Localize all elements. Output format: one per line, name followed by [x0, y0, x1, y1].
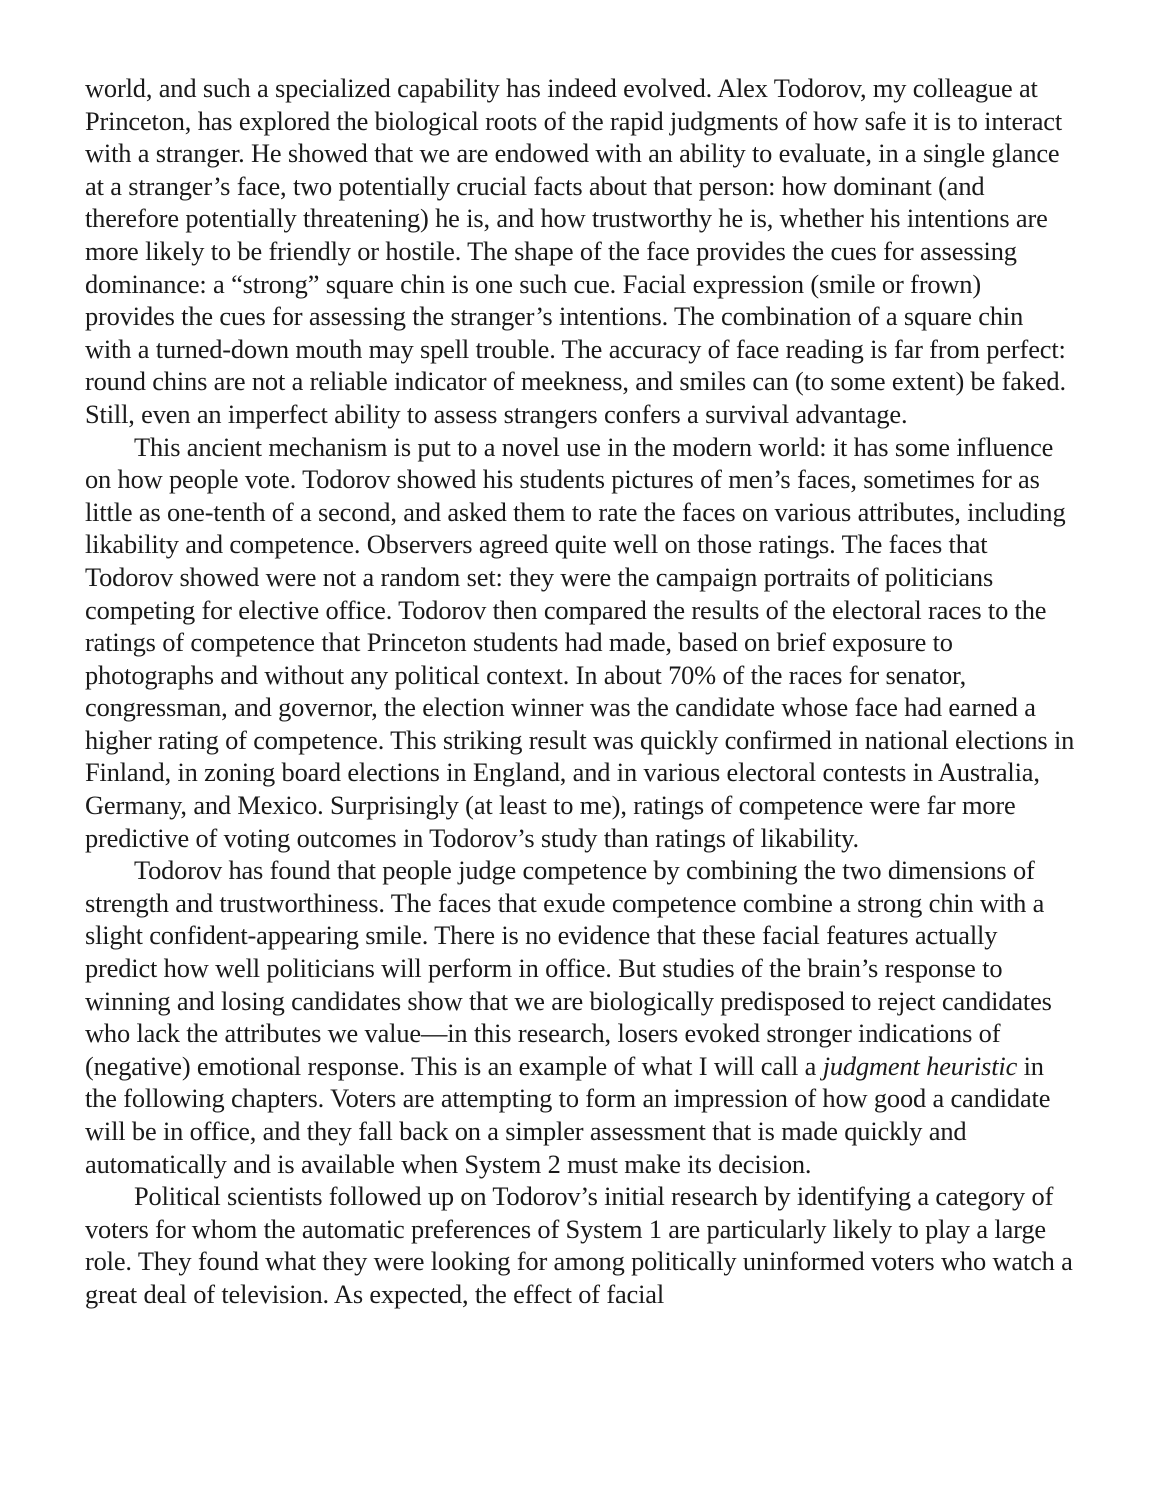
document-page [85, 72, 1075, 1311]
emphasized-term: judgment heuristic [822, 1050, 1018, 1081]
paragraph-3 [85, 854, 1075, 1180]
paragraph-1: world, and such a specialized capability has indeed evolved. Alex Todorov, my colleague at Princeton, has explored the biological roots of the rapid judgments of how safe it is to interact with a stranger. He showed that we are endowed with an ability to evaluate, in a single glance at a stranger’s face, two potentially crucial facts about that person: how dominant (and therefore potentially threatening) he is, and how trustworthy he is, whether his intentions are more likely to be friendly or hostile. The shape of the face provides the cues for assessing dominance: a “strong” square chin is one such cue. Facial expression (smile or frown) provides the cues for assessing the stranger’s intentions. The combination of a square chin with a turned-down mouth may spell trouble. The accuracy of face reading is far from perfect: round chins are not a reliable indicator of meekness, and smiles can (to some extent) be faked. Still, even an imperfect ability to assess strangers confers a survival advantage. [85, 73, 1066, 429]
paragraph-3-text-before: Todorov has found that people judge competence by combining the two dimensions of strength and trustworthiness. The faces that exude competence combine a strong chin with a slight confident-appearing smile. There is no evidence that these facial features actually predict how well politicians will perform in office. But studies of the brain’s response to winning and losing candidates show that we are biologically predisposed to reject candidates who lack the attributes we value—in this research, losers evoked stronger indications of (negative) emotional response. This is an example of what I will call a [85, 855, 1052, 1081]
paragraph-4: Political scientists followed up on Todorov’s initial research by identifying a category of voters for whom the automatic preferences of System 1 are particularly likely to play a large role. They found what they were looking for among politically uninformed voters who watch a great deal of television. As expected, the effect of facial [85, 1181, 1073, 1309]
paragraph-3-text-after: in the following chapters. Voters are attempting to form an impression of how good a candidate will be in office, and they fall back on a simpler assessment that is made quickly and automatically and is available when System 2 must make its decision. [85, 1050, 1051, 1179]
paragraph-2: This ancient mechanism is put to a novel use in the modern world: it has some influence on how people vote. Todorov showed his students pictures of men’s faces, sometimes for as little as one-tenth of a second, and asked them to rate the faces on various attributes, including likability and competence. Observers agreed quite well on those ratings. The faces that Todorov showed were not a random set: they were the campaign portraits of politicians competing for elective office. Todorov then compared the results of the electoral races to the ratings of competence that Princeton students had made, based on brief exposure to photographs and without any political context. In about 70% of the races for senator, congressman, and governor, the election winner was the candidate whose face had earned a higher rating of competence. This striking result was quickly confirmed in national elections in Finland, in zoning board elections in England, and in various electoral contests in Australia, Germany, and Mexico. Surprisingly (at least to me), ratings of competence were far more predictive of voting outcomes in Todorov’s study than ratings of likability. [85, 431, 1075, 853]
